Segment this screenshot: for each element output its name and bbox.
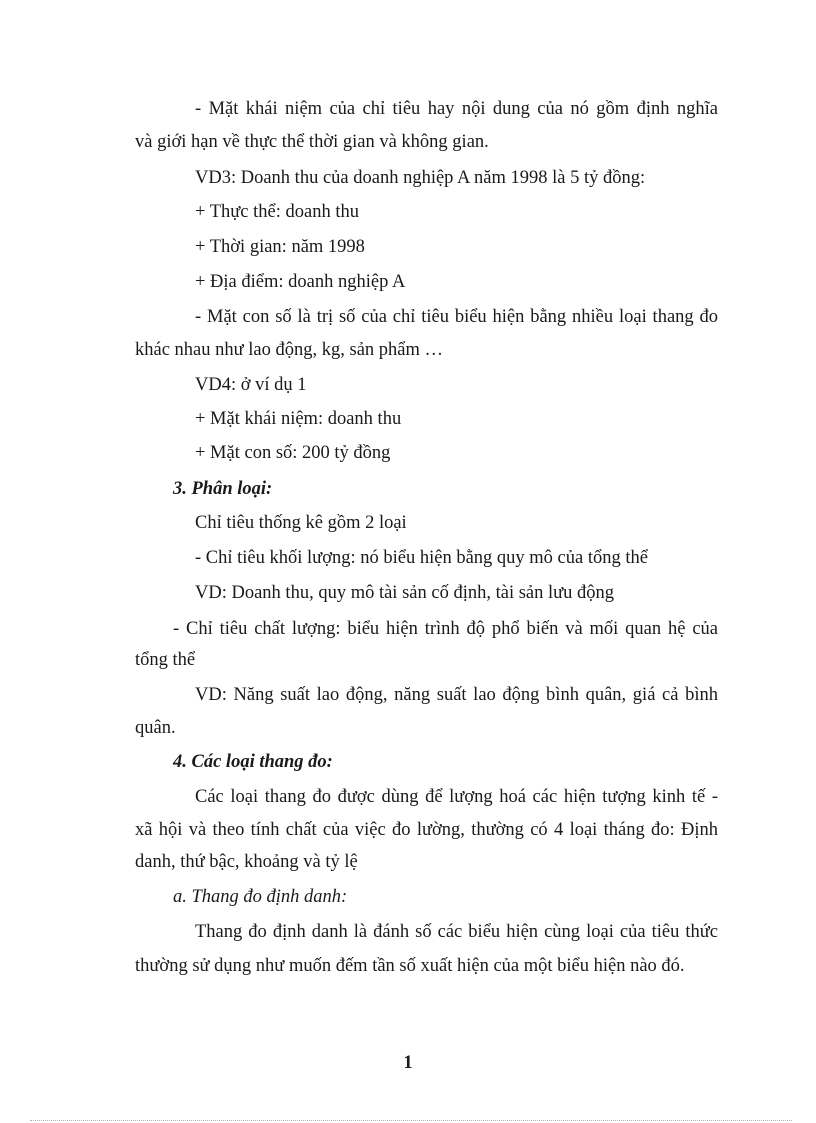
text-line: xã hội và theo tính chất của việc đo lường, thường có 4 loại tháng đo: Định (135, 820, 718, 840)
text-line: quân. (135, 718, 176, 738)
text-line: VD: Năng suất lao động, năng suất lao động bình quân, giá cả bình (195, 685, 718, 705)
page-border-divider (30, 1120, 792, 1121)
subsection-heading-a: a. Thang đo định danh: (173, 887, 348, 907)
section-heading-3: 3. Phân loại: (173, 479, 273, 499)
text-line: khác nhau như lao động, kg, sản phẩm … (135, 340, 444, 360)
text-line: VD3: Doanh thu của doanh nghiệp A năm 1998 là 5 tỷ đồng: (195, 168, 646, 188)
text-line: - Mặt con số là trị số của chỉ tiêu biểu hiện bằng nhiều loại thang đo (195, 307, 718, 327)
text-line: và giới hạn về thực thể thời gian và không gian. (135, 132, 489, 152)
text-line: Các loại thang đo được dùng để lượng hoá các hiện tượng kinh tế - (195, 787, 718, 807)
text-line: + Địa điểm: doanh nghiệp A (195, 272, 406, 292)
text-line: - Chỉ tiêu khối lượng: nó biểu hiện bằng quy mô của tổng thể (195, 548, 648, 568)
text-line: + Thực thể: doanh thu (195, 202, 359, 222)
section-heading-4: 4. Các loại thang đo: (173, 752, 333, 772)
text-line: - Chỉ tiêu chất lượng: biểu hiện trình độ phổ biến và mối quan hệ của (173, 619, 718, 639)
text-line: - Mặt khái niệm của chỉ tiêu hay nội dung của nó gồm định nghĩa (195, 99, 718, 119)
text-line: tổng thể (135, 650, 196, 670)
text-line: + Mặt con số: 200 tỷ đồng (195, 443, 391, 463)
text-line: danh, thứ bậc, khoảng và tỷ lệ (135, 852, 358, 872)
page-number: 1 (403, 1053, 413, 1073)
text-line: + Mặt khái niệm: doanh thu (195, 409, 402, 429)
text-line: VD: Doanh thu, quy mô tài sản cố định, tài sản lưu động (195, 583, 615, 603)
text-line: VD4: ở ví dụ 1 (195, 375, 307, 395)
text-line: thường sử dụng như muốn đếm tần số xuất hiện của một biểu hiện nào đó. (135, 956, 685, 976)
text-line: Thang đo định danh là đánh số các biểu hiện cùng loại của tiêu thức (195, 922, 718, 942)
text-line: Chỉ tiêu thống kê gồm 2 loại (195, 513, 407, 533)
text-line: + Thời gian: năm 1998 (195, 237, 365, 257)
